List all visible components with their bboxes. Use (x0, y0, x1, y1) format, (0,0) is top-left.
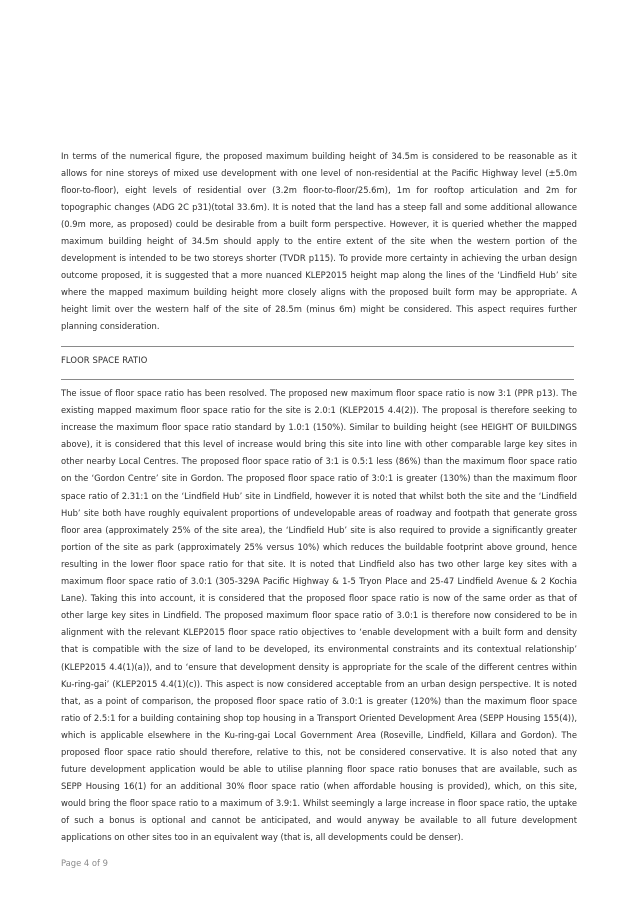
section-divider-top (61, 346, 574, 347)
section-divider-bottom (61, 379, 574, 380)
floor-space-ratio-paragraph: The issue of floor space ratio has been resolved. The proposed new maximum floor space ratio is now 3:1 (PPR p13). The existing mapped maximum floor space ratio for the site is 2.0:1 (KLEP2015 4.4(2)). The proposal is therefore seeking to increase the maximum floor space ratio standard by 1.0:1 (150%). Similar to building height (see HEIGHT OF BUILDINGS above), it is considered that this level of increase would bring this site into line with other comparable large key sites in other nearby Local Centres. The proposed floor space ratio of 3:1 is 0.5:1 less (86%) than the maximum floor space ratio on the ‘Gordon Centre’ site in Gordon. The proposed floor space ratio of 3:0:1 is greater (130%) than the maximum floor space ratio of 2.31:1 on the ‘Lindfield Hub’ site in Lindfield, however it is noted that whilst both the site and the ‘Lindfield Hub’ site both have roughly equivalent proportions of undevelopable areas of roadway and footpath that generate gross floor area (approximately 25% of the site area), the ‘Lindfield Hub’ site is also required to provide a significantly greater portion of the site as park (approximately 25% versus 10%) which reduces the buildable footprint above ground, hence resulting in the lower floor space ratio for that site. It is noted that Lindfield also has two other large key sites with a maximum floor space ratio of 3.0:1 (305-329A Pacific Highway & 1-5 Tryon Place and 25-47 Lindfield Avenue & 2 Kochia Lane). Taking this into account, it is considered that the proposed floor space ratio is now of the same order as that of other large key sites in Lindfield. The proposed maximum floor space ratio of 3.0:1 is therefore now considered to be in alignment with the relevant KLEP2015 floor space ratio objectives to ‘enable development with a built form and density that is compatible with the size of land to be developed, its environmental constraints and its contextual relationship’ (KLEP2015 4.4(1)(a)), and to ‘ensure that development density is appropriate for the scale of the different centres within Ku-ring-gai’ (KLEP2015 4.4(1)(c)). This aspect is now considered acceptable from an urban design perspective. It is noted that, as a point of comparison, the proposed floor space ratio of 3.0:1 is greater (120%) than the maximum floor space ratio of 2.5:1 for a building containing shop top housing in a Transport Oriented Development Area (SEPP Housing 155(4)), which is applicable elsewhere in the Ku-ring-gai Local Government Area (Roseville, Lindfield, Killara and Gordon). The proposed floor space ratio should therefore, relative to this, not be considered conservative. It is also noted that any future development application would be able to utilise planning floor space ratio bonuses that are available, such as SEPP Housing 16(1) for an additional 30% floor space ratio (when affordable housing is provided), which, on this site, would bring the floor space ratio to a maximum of 3.9:1. Whilst seemingly a large increase in floor space ratio, the uptake of such a bonus is optional and cannot be anticipated, and would anyway be available to all future development applications on other sites too in an equivalent way (that is, all developments could be denser). (61, 388, 577, 843)
height-paragraph: In terms of the numerical figure, the proposed maximum building height of 34.5m is considered to be reasonable as it allows for nine storeys of mixed use development with one level of non-residential at the Pacific Highway level (±5.0m floor-to-floor), eight levels of residential over (3.2m floor-to-floor/25.6m), 1m for rooftop articulation and 2m for topographic changes (ADG 2C p31)(total 33.6m). It is noted that the land has a steep fall and some additional allowance (0.9m more, as proposed) could be desirable from a built form perspective. However, it is queried whether the mapped maximum building height of 34.5m should apply to the entire extent of the site when the western portion of the development is intended to be two storeys shorter (TVDR p115). To provide more certainty in achieving the urban design outcome proposed, it is suggested that a more nuanced KLEP2015 height map along the lines of the ‘Lindfield Hub’ site where the mapped maximum building height more closely aligns with the proposed built form may be appropriate. A height limit over the western half of the site of 28.5m (minus 6m) might be considered. This aspect requires further planning consideration. (61, 151, 577, 331)
page-number: Page 4 of 9 (61, 858, 108, 868)
section-heading: FLOOR SPACE RATIO (61, 355, 148, 365)
